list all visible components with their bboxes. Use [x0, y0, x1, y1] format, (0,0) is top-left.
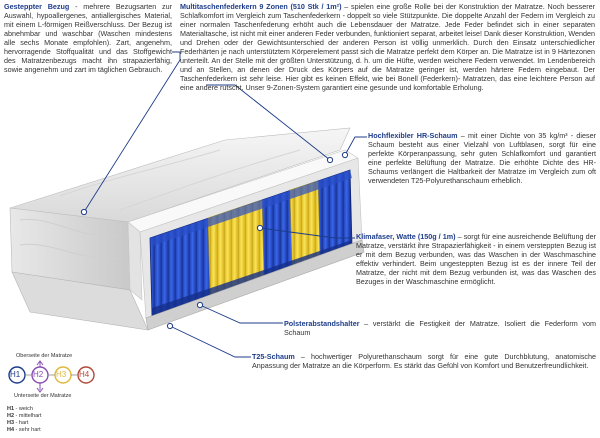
t25-foam-text: – hochwertiger Polyurethanschaum sorgt für eine gute Durchblutung, anatomische Anpassung der Matratze an die Körperform. Es stärkt das Gefühl von Komfort und Benutzerfreundlichkeit. [252, 352, 596, 370]
h1-circle-label: H1 [10, 370, 21, 379]
t25-foam-description [252, 352, 596, 370]
climate-fiber-description [356, 232, 596, 286]
t25-foam-title: T25-Schaum [252, 352, 295, 361]
hr-foam-description [368, 131, 596, 185]
legend-row-h3: H3 - hart [7, 420, 29, 426]
h4-circle-label: H4 [79, 370, 90, 379]
spring-core-title: Multitaschenfederkern 9 Zonen (510 Stk / 1m²) [180, 2, 342, 11]
spacer-title: Polsterabstandshalter [284, 319, 360, 328]
hr-foam-title: Hochflexibler HR-Schaum [368, 131, 458, 140]
cover-description [4, 2, 172, 74]
cover-text: - mehrere Bezugsarten zur Auswahl, hypoallergenes, antiallergisches Material, mit einem L-förmigen Reißverschluss. Der Bezug ist abnehmbar und waschbar (Waschen mindestens alle sechs Monate empfohlen). Zart, angenehm, hervorragende Stoffqualität und das Stoffgewicht des Matratzenbezugs macht ihn strapazierfähig, sowie angenehm und zart im täglichen Gebrauch. [4, 2, 172, 74]
legend-bottom-label: Unterseite der Matratze [14, 393, 72, 399]
legend-top-label: Oberseite der Matratze [16, 353, 73, 359]
spacer-text: – verstärkt die Festigkeit der Matratze. Isoliert die Federform vom Schaum [284, 319, 596, 337]
legend-row-h2: H2 - mittelhart [7, 413, 42, 419]
h3-circle-label: H3 [56, 370, 67, 379]
climate-fiber-title: Klimafaser, Watte (150g / 1m) [356, 232, 456, 241]
spring-core-description [180, 2, 595, 92]
climate-fiber-text: – sorgt für eine ausreichende Belüftung der Matratze, verstärkt ihre Strapazierfähigkeit - in einem versteppten Bezug ist er mit dem Bezug verbunden, was das Waschen in der Waschmaschine effektiv verhindert. Beim ungesteppten Bezug ist es der innere Teil der Matratze, der nicht mit dem Bezug verbunden ist, was das Waschen des Bezuges in der Waschmaschine ermöglicht. [356, 232, 596, 286]
legend-row-h4: H4 - sehr hart [7, 427, 41, 433]
cover-title: Gesteppter Bezug [4, 2, 70, 11]
spacer-description [284, 319, 596, 337]
legend-row-h1: H1 - weich [7, 406, 33, 412]
h2-circle-label: H2 [33, 370, 44, 379]
hr-foam-text: – mit einer Dichte von 35 kg/m³ - dieser Schaum besteht aus einer Vielzahl von Luftblasen, sorgt für eine perfekte Körperanpassung, sehr guten Schlafkomfort und garantiert eine perfekte Belüftung der Matratze. Die erhöhte Dichte des HR-Schaums verlängert die Haltbarkeit der Matratze im Vergleich zum oft verwendeten T25-Polyurethanschaum erheblich. [368, 131, 596, 185]
spring-core-text: – spielen eine große Rolle bei der Konstruktion der Matratze. Noch besserer Schlafkomfort im Vergleich zum Taschenfederkern - doppelt so viele Stützpunkte. Die doppelte Anzahl der Federn im Vergleich zu einer normalen Taschenfederung erhöht auch die Lebensdauer der Matratze. Jede Feder befindet sich in einer separaten Materialtasche, ist nicht mit einer anderen Feder verbunden, funktioniert separat, arbeitet leise! Dank dieser Konstruktion, Wenden und Drehen oder der Gewichtsunterschied der anderen Person ist völlig unmerklich. Durch den Einsatz unterschiedlicher Federhärten je nach unterstütztem Körperelement passt sich die Matratze perfekt dem Körper an. Die Matratze ist in 9 Härtezonen unterteilt. An der Stelle mit der größten Unterstützung, d. h. um die Hüfte, werden weichere Federn verwendet. Im Lendenbereich und an Stellen, an denen der Druck des Körpers auf die Matratze geringer ist, werden härtere Federn eingebaut. Der Taschenfederkern ist sehr leise. Hier gibt es keinen Effekt, wie bei Bonell (Federkern)- Matratzen, das eine leichtere Person auf eine andere rutscht. Unser 9-Zonen-System garantiert eine gesunde und komfortable Erholung. [180, 2, 595, 92]
